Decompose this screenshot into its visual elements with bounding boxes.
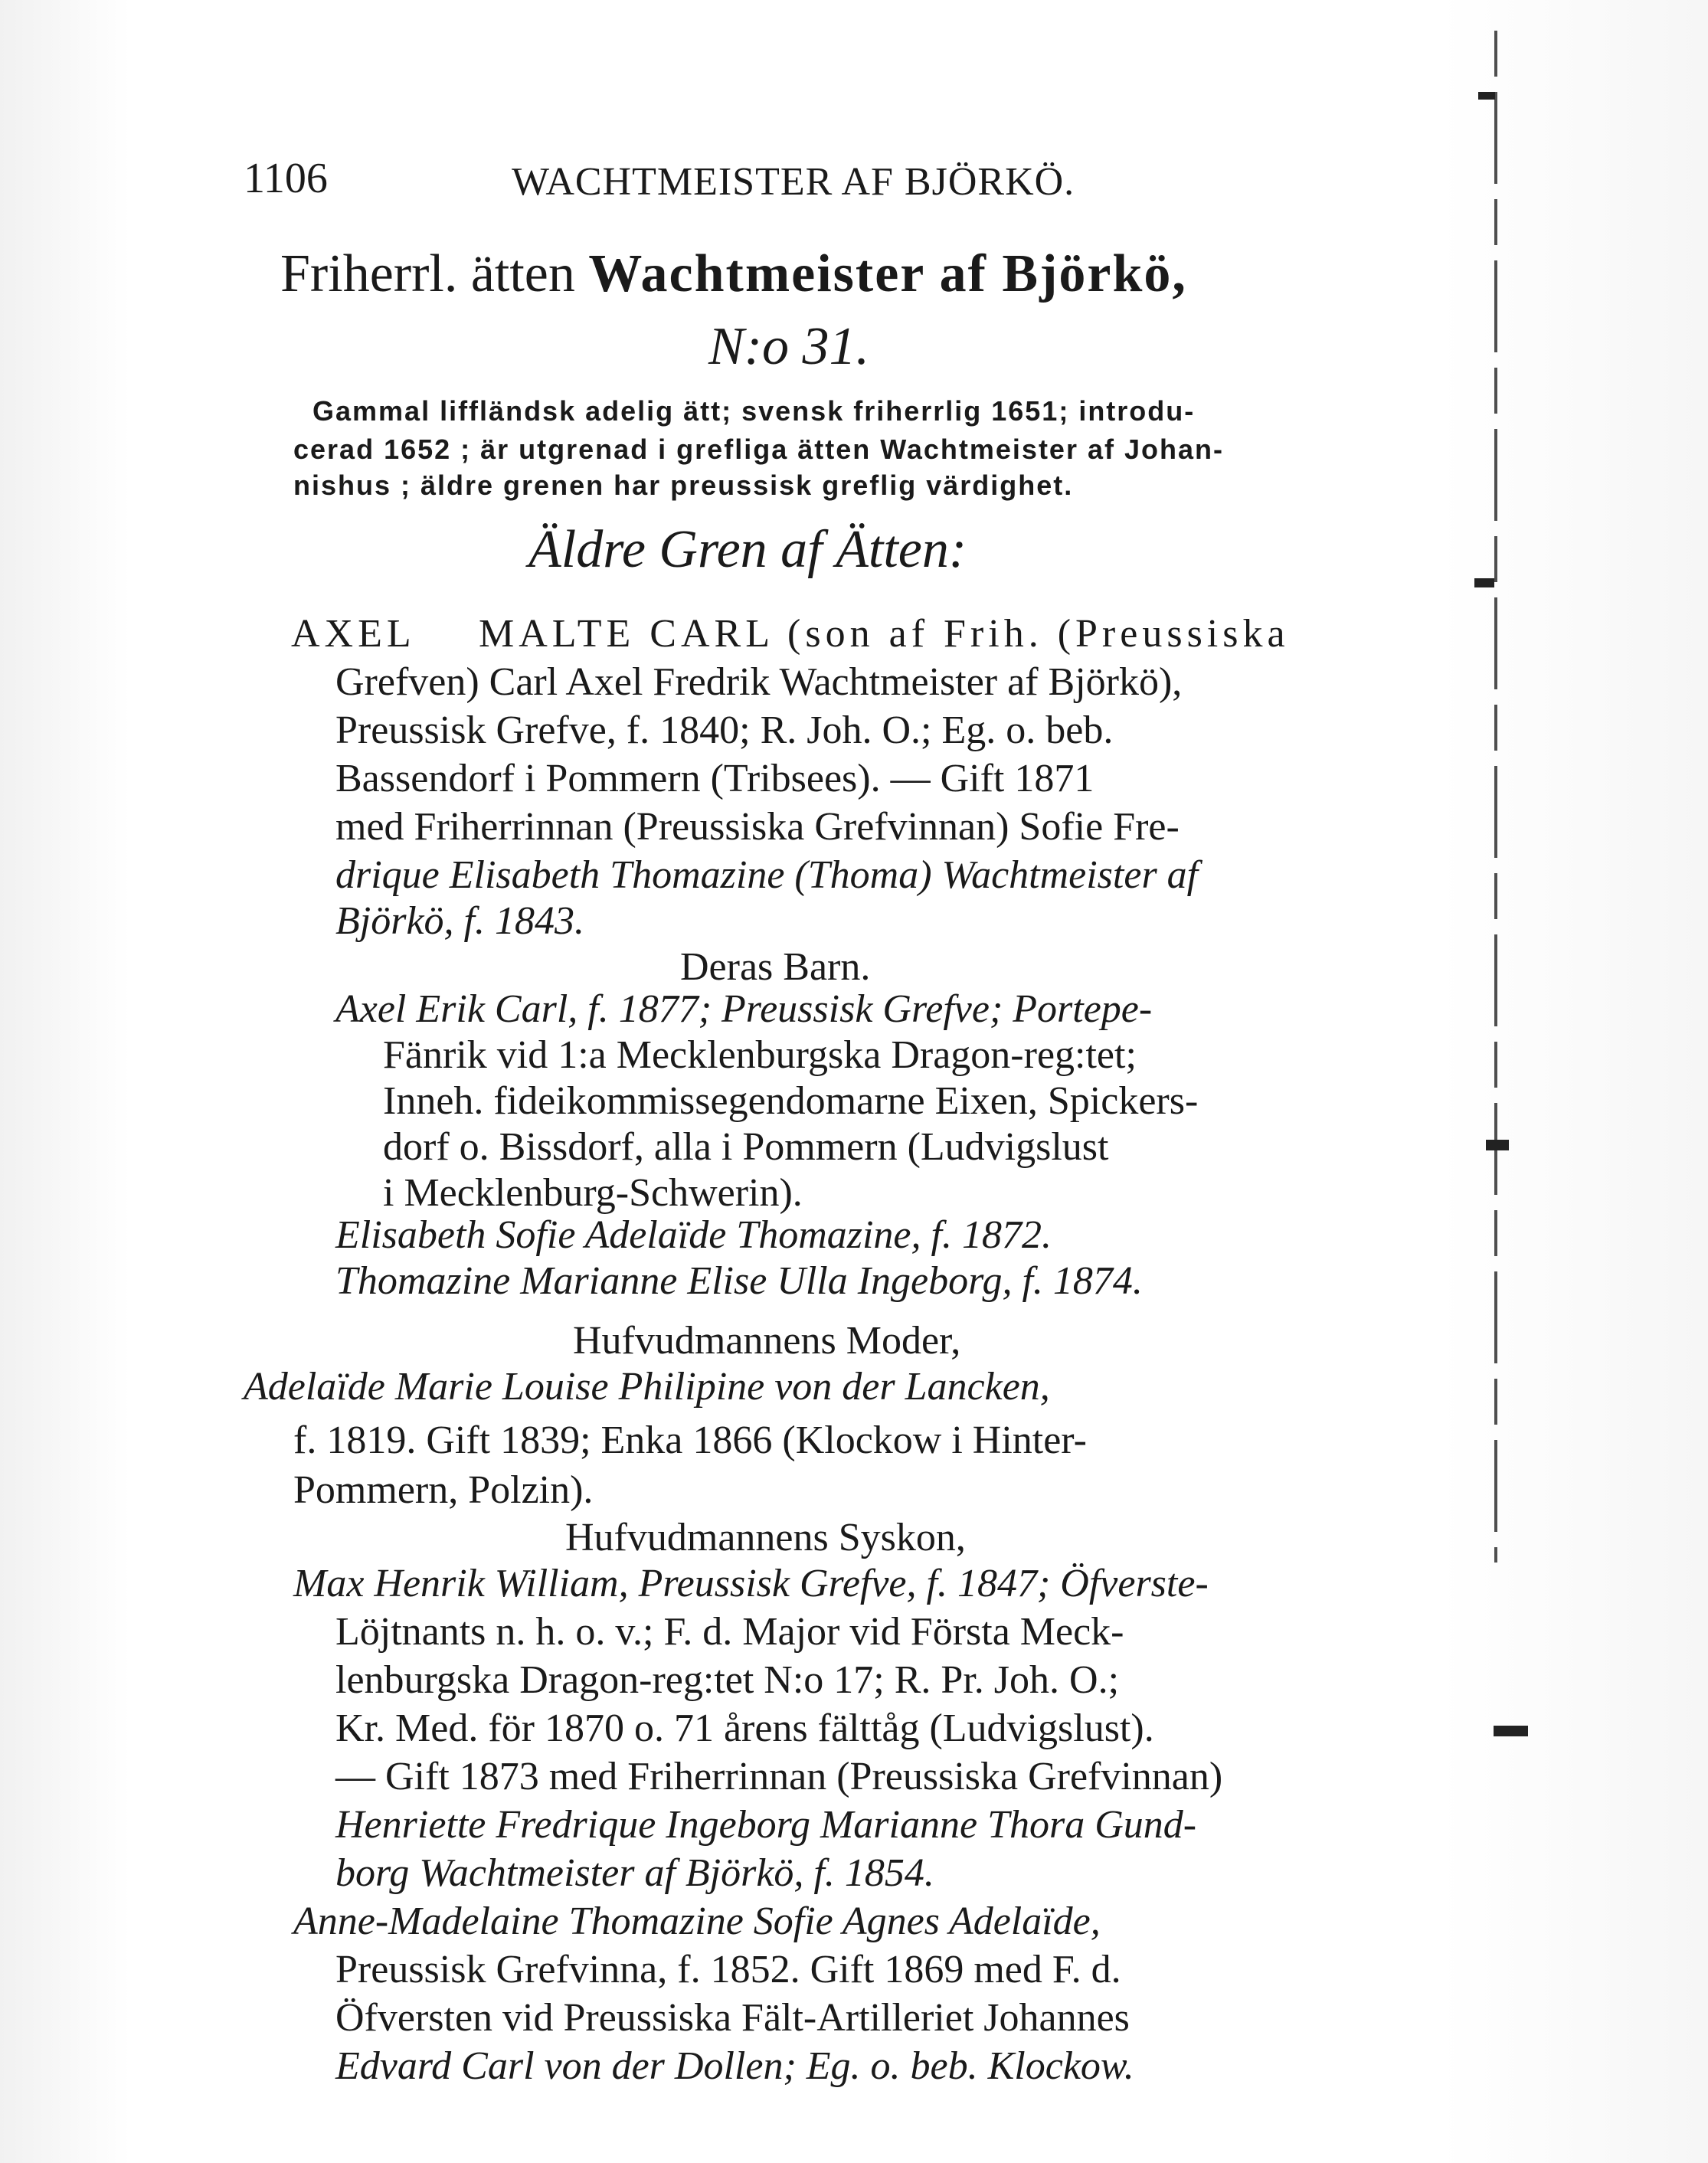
page-number: 1106 (244, 155, 328, 202)
mother-line: Pommern, Polzin). (293, 1468, 594, 1512)
mother-heading: Hufvudmannens Moder, (573, 1319, 961, 1363)
edge-mark (1486, 1140, 1509, 1150)
sibling-line: borg Wachtmeister af Björkö, f. 1854. (335, 1851, 934, 1895)
head-person-line: Bassendorf i Pommern (Tribsees). — Gift 1871 (335, 757, 1094, 800)
child-entry: Inneh. fideikommissegendomarne Eixen, Spickers- (383, 1079, 1199, 1123)
child-entry: dorf o. Bissdorf, alla i Pommern (Ludvigslust (383, 1125, 1109, 1169)
head-person-line: Preussisk Grefve, f. 1840; R. Joh. O.; Eg. o. beb. (335, 708, 1114, 752)
head-person-name: AXEL (291, 612, 416, 656)
intro-line: cerad 1652 ; är utgrenad i grefliga ätten Wachtmeister af Johan- (293, 434, 1224, 465)
edge-mark (1474, 578, 1494, 587)
title-family-name: Wachtmeister af Björkö, (588, 244, 1187, 303)
running-head: WACHTMEISTER AF BJÖRKÖ. (512, 160, 1075, 204)
edge-mark (1494, 1726, 1528, 1736)
head-person-line: drique Elisabeth Thomazine (Thoma) Wachtmeister af (335, 853, 1199, 897)
mother-line: Adelaïde Marie Louise Philipine von der Lancken, (244, 1365, 1050, 1409)
intro-line: Gammal liffländsk adelig ätt; svensk friherrlig 1651; introdu- (312, 395, 1196, 427)
intro-line: nishus ; äldre grenen har preussisk greflig värdighet. (293, 470, 1074, 501)
sibling-line: Anne-Madelaine Thomazine Sofie Agnes Adelaïde, (293, 1900, 1101, 1943)
page-title (280, 244, 1187, 303)
edge-mark (1478, 92, 1495, 100)
child-entry: i Mecklenburg-Schwerin). (383, 1171, 803, 1215)
child-entry: Fänrik vid 1:a Mecklenburgska Dragon-reg:tet; (383, 1033, 1137, 1077)
child-entry: Thomazine Marianne Elise Ulla Ingeborg, f. 1874. (335, 1259, 1143, 1303)
child-entry: Elisabeth Sofie Adelaïde Thomazine, f. 1872. (335, 1213, 1052, 1257)
sibling-line: Kr. Med. för 1870 o. 71 årens fälttåg (Ludvigslust). (335, 1707, 1154, 1750)
sibling-line: Löjtnants n. h. o. v.; F. d. Major vid Första Meck- (335, 1610, 1124, 1654)
sibling-line: Max Henrik William, Preussisk Grefve, f. 1847; Öfverste- (293, 1562, 1209, 1605)
sibling-line: Edvard Carl von der Dollen; Eg. o. beb. Klockow. (335, 2044, 1134, 2088)
sibling-line: Preussisk Grefvinna, f. 1852. Gift 1869 med F. d. (335, 1948, 1121, 1991)
sibling-line: — Gift 1873 med Friherrinnan (Preussiska Grefvinnan) (335, 1755, 1223, 1798)
head-person-line: MALTE CARL (son af Frih. (Preussiska (479, 612, 1290, 656)
title-prefix: Friherrl. ätten (280, 244, 575, 303)
head-person-line: med Friherrinnan (Preussiska Grefvinnan) Sofie Fre- (335, 805, 1180, 849)
siblings-heading: Hufvudmannens Syskon, (565, 1516, 966, 1559)
mother-line: f. 1819. Gift 1839; Enka 1866 (Klockow i Hinter- (293, 1419, 1087, 1462)
head-person-line: Björkö, f. 1843. (335, 899, 584, 943)
children-heading: Deras Barn. (680, 945, 871, 989)
sibling-line: lenburgska Dragon-reg:tet N:o 17; R. Pr. Joh. O.; (335, 1658, 1120, 1702)
head-person-line: Grefven) Carl Axel Fredrik Wachtmeister af Björkö), (335, 660, 1183, 704)
page-gutter-edge (1494, 31, 1497, 1563)
title-number: N:o 31. (708, 317, 869, 376)
sibling-line: Henriette Fredrique Ingeborg Marianne Thora Gund- (335, 1803, 1197, 1847)
section-heading: Äldre Gren af Ätten: (528, 520, 967, 579)
child-entry: Axel Erik Carl, f. 1877; Preussisk Grefve; Portepe- (335, 987, 1153, 1031)
sibling-line: Öfversten vid Preussiska Fält-Artilleriet Johannes (335, 1996, 1130, 2040)
